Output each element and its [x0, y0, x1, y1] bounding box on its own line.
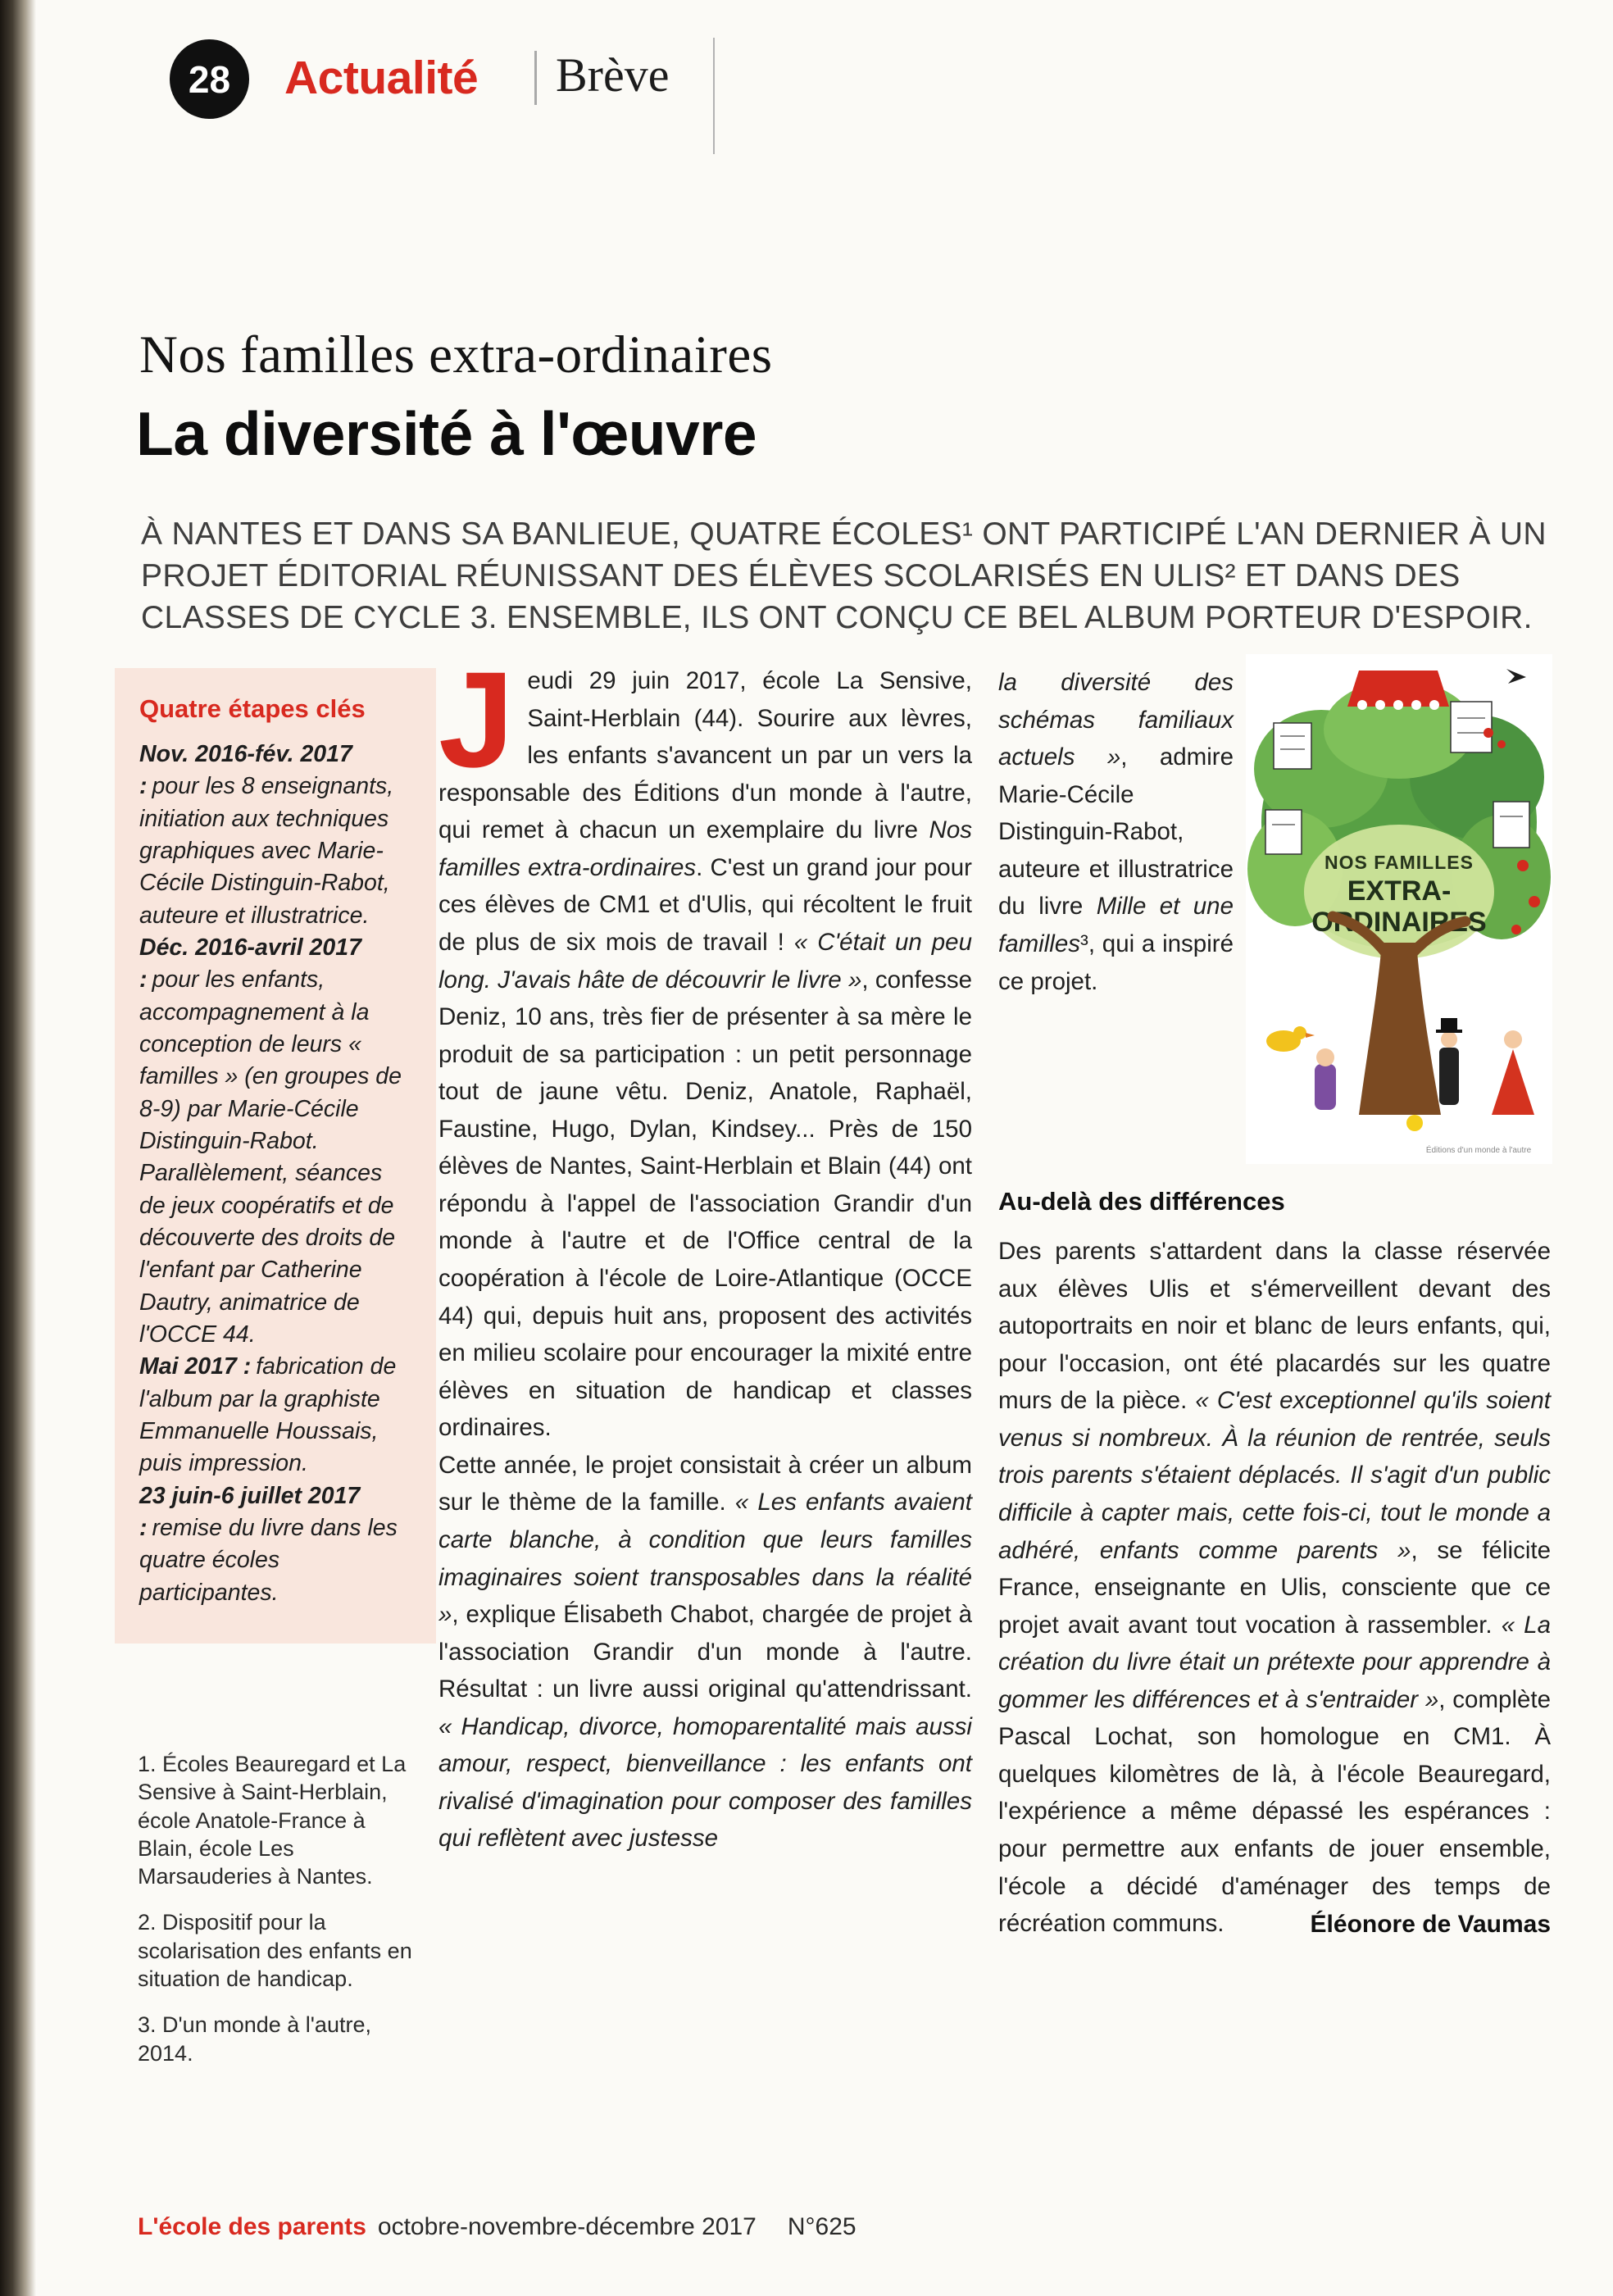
page-number: 28 [188, 57, 231, 101]
step-label: 23 juin-6 juillet 2017 : [139, 1482, 361, 1541]
scan-edge [0, 0, 36, 2296]
byline: Éléonore de Vaumas [1310, 1910, 1551, 1938]
page-footer [138, 2213, 1539, 2241]
footer-issue-number: N°625 [787, 2213, 856, 2240]
standfirst: À NANTES ET DANS SA BANLIEUE, QUATRE ÉCOLES¹ ONT PARTICIPÉ L'AN DERNIER À UN PROJET ÉDITORIAL RÉUNISSANT DES ÉLÈVES SCOLARISÉS EN ULIS² ET DANS DES CLASSES DE CYCLE 3. ENSEMBLE, ILS ONT CONÇU CE BEL ALBUM PORTEUR D'ESPOIR. [141, 516, 1547, 636]
cover-publisher: Éditions d'un monde à l'autre [1425, 1146, 1532, 1155]
step-label: Nov. 2016-fév. 2017 : [139, 741, 352, 800]
page-number-badge [170, 39, 249, 119]
cover-title-line1: NOS FAMILLES [1324, 852, 1474, 873]
section-heading: Au-delà des différences [998, 1187, 1285, 1216]
step-text: pour les 8 enseignants, initiation aux techniques graphiques avec Marie-Cécile Distinguin-Rabot, auteure et illustratrice. [139, 773, 394, 929]
paragraph [438, 644, 973, 1447]
cover-title-line2: EXTRA- [1347, 875, 1452, 907]
purple-figure [1315, 1048, 1336, 1110]
step-text: remise du livre dans les quatre écoles participantes. [139, 1514, 398, 1606]
dropcap: J [438, 644, 515, 796]
paragraph: Des parents s'attardent dans la classe réservée aux élèves Ulis et s'émerveillent devant des autoportraits en noir et blanc de leurs enfants, qui, pour l'occasion, ont été placardés sur les quatre murs de la pièce. « C'est exceptionnel qu'ils soient venus si nombreux. À la réunion de rentrée, seuls trois parents s'étaient déplacés. Il s'agit d'un public difficile à capter mais, cette fois-ci, tout le monde a adhéré, enfants comme parents », se félicite France, enseignante en Ulis, consciente que ce projet avait avant tout vocation à rassembler. « La création du livre était un prétexte pour apprendre à gommer les différences et à s'entraider », complète Pascal Lochat, son homologue en CM1. À quelques kilomètres de là, à l'école Beauregard, l'expérience a même dépassé les espérances : pour permettre aux enfants de jouer ensemble, l'école a décidé d'aménager des temps de récréation communs. [998, 1238, 1552, 1938]
article-column-narrow [998, 664, 1234, 1000]
book-cover-illustration [1246, 654, 1552, 1164]
article-column-main [438, 644, 973, 1857]
step-text: pour les enfants, accompagnement à la conception de leurs « familles » (en groupes de 8-9) par Marie-Cécile Distinguin-Rabot. Parallèlement, séances de jeux coopératifs et de découverte des droits de l'enfant par Catherine Dautry, animatrice de l'OCCE 44. [139, 966, 402, 1348]
header-divider [534, 51, 537, 105]
footer-date: octobre-novembre-décembre 2017 [377, 2213, 757, 2240]
step-text: fabrication de l'album par la graphiste Emmanuelle Houssais, puis impression. [139, 1353, 397, 1477]
article-title: La diversité à l'œuvre [136, 399, 757, 468]
section-label: Actualité [284, 52, 479, 104]
step-label: Mai 2017 : [139, 1353, 252, 1380]
footnotes-block [138, 1750, 416, 2085]
roof-decoration [1347, 671, 1449, 710]
paragraph: Cette année, le projet consistait à créer un album sur le thème de la famille. « Les enfants avaient carte blanche, à condition que leurs familles imaginaires soient transposables dans la réalité », explique Élisabeth Chabot, chargée de projet à l'association Grandir d'un monde à l'autre. Résultat : un livre aussi original qu'attendrissant. « Handicap, divorce, homoparentalité mais aussi amour, respect, bienveillance : les enfants ont rivalisé d'imagination pour composer des familles qui reflètent avec justesse [438, 1451, 973, 1853]
magazine-name: L'école des parents [138, 2213, 366, 2240]
groom-figure [1436, 1018, 1462, 1105]
sidebar-step [139, 1480, 411, 1609]
header-divider-tall [713, 38, 715, 154]
step-label: Déc. 2016-avril 2017 : [139, 934, 361, 993]
kicker-title: Nos familles extra-ordinaires [139, 325, 773, 384]
sidebar-title: Quatre étapes clés [139, 694, 366, 723]
cover-title-line3: ORDINAIRES [1311, 907, 1487, 938]
sidebar-step [139, 932, 411, 1351]
paragraph: la diversité des schémas familiaux actuels », admire Marie-Cécile Distinguin-Rabot, auteure et illustratrice du livre Mille et une familles³, qui a inspiré ce projet. [998, 669, 1234, 995]
sidebar-step [139, 1351, 411, 1480]
rubric-label: Brève [556, 48, 670, 102]
article-column-right [998, 1233, 1551, 1944]
paragraph-text: eudi 29 juin 2017, école La Sensive, Saint-Herblain (44). Sourire aux lèvres, les enfants s'avancent un par un vers la responsable des Éditions d'un monde à l'autre, qui remet à chacun un exemplaire du livre Nos familles extra-ordinaires. C'est un grand jour pour ces élèves de CM1 et d'Ulis, qui récoltent le fruit de plus de six mois de travail ! « C'était un peu long. J'avais hâte de découvrir le livre », confesse Deniz, 10 ans, très fier de présenter à sa mère le produit de sa participation : un petit personnage tout de jaune vêtu. Deniz, Anatole, Raphaël, Faustine, Hugo, Dylan, Kindsey... Près de 150 élèves de Nantes, Saint-Herblain et Blain (44) ont répondu à l'appel de l'association Grandir d'un monde à l'autre et de l'Office central de la coopération à l'école de Loire-Atlantique (OCCE 44) qui, depuis huit ans, proposent des activités en milieu scolaire pour encourager la mixité entre élèves en situation de handicap et classes ordinaires. [438, 667, 973, 1442]
sidebar-step [139, 739, 411, 932]
footnote: 1. Écoles Beauregard et La Sensive à Saint-Herblain, école Anatole-France à Blain, école Les Marsauderies à Nantes. [138, 1752, 407, 1889]
footnote: 2. Dispositif pour la scolarisation des enfants en situation de handicap. [138, 1910, 412, 1991]
sidebar-box [115, 668, 436, 1644]
chick [1406, 1115, 1423, 1131]
footnote: 3. D'un monde à l'autre, 2014. [138, 2012, 371, 2066]
book-cover [1246, 654, 1552, 1164]
